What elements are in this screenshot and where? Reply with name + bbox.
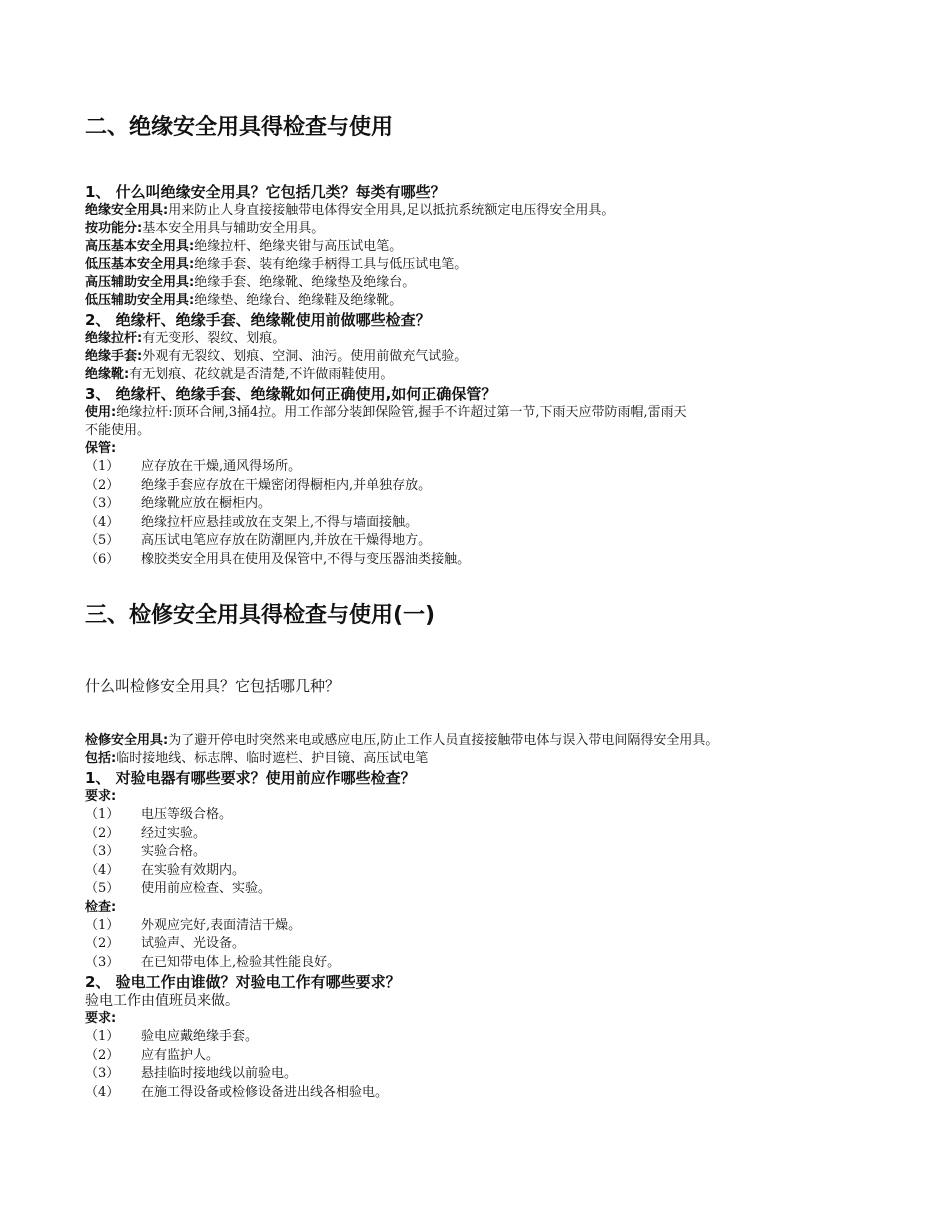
list-item: （3） 在已知带电体上,检验其性能良好。	[85, 954, 341, 970]
section-2-block	[85, 182, 910, 569]
usage-line: 使用:绝缘拉杆:顶环合闸,3捅4拉。用工作部分装卸保险管,握手不许超过第一节,下雨天应带防雨帽,雷雨天	[85, 405, 687, 420]
section-3-block	[85, 732, 910, 1102]
section-3-title: 三、检修安全用具得检查与使用(一)	[85, 603, 436, 628]
list-item: （5） 高压试电笔应存放在防潮匣内,并放在干燥得地方。	[85, 533, 432, 548]
list-item: （1） 验电应戴绝缘手套。	[85, 1029, 259, 1044]
definition-line: 按功能分:基本安全用具与辅助安全用具。	[85, 221, 325, 236]
list-item: （2） 应有监护人。	[85, 1047, 220, 1063]
section-2-title: 二、绝缘安全用具得检查与使用	[85, 115, 394, 140]
list-item: （3） 实验合格。	[85, 844, 207, 859]
list-item: （2） 绝缘手套应存放在干燥密闭得橱柜内,并单独存放。	[85, 477, 432, 493]
definition-line: 绝缘拉杆:有无变形、裂纹、划痕。	[85, 331, 286, 346]
definition-line: 低压基本安全用具:绝缘手套、装有绝缘手柄得工具与低压试电笔。	[85, 257, 468, 272]
list-item: （4） 在施工得设备或检修设备进出线各相验电。	[85, 1084, 389, 1100]
requirements-label: 要求:	[85, 789, 117, 804]
definition-line: 高压辅助安全用具:绝缘手套、绝缘靴、绝缘垫及绝缘台。	[85, 275, 416, 290]
definition-line: 绝缘安全用具:用来防止人身直接接触带电体得安全用具,足以抵抗系统额定电压得安全用具。	[85, 203, 615, 218]
definition-line: 绝缘手套:外观有无裂纹、划痕、空洞、油污。使用前做充气试验。	[85, 349, 468, 364]
definition-line: 低压辅助安全用具:绝缘垫、绝缘台、绝缘鞋及绝缘靴。	[85, 293, 403, 308]
question-heading: 2、 验电工作由谁做？对验电工作有哪些要求？	[85, 973, 401, 991]
storage-label: 保管:	[85, 441, 117, 456]
question-heading: 2、 绝缘杆、绝缘手套、绝缘靴使用前做哪些检查？	[85, 311, 431, 329]
requirements-label: 要求:	[85, 1011, 117, 1026]
list-item: （1） 应存放在干燥,通风得场所。	[85, 459, 302, 474]
definition-line: 高压基本安全用具:绝缘拉杆、绝缘夹钳与高压试电笔。	[85, 239, 403, 254]
section-3-question: 什么叫检修安全用具？它包括哪几种？	[85, 677, 341, 695]
list-item: （1） 外观应完好,表面清洁干燥。	[85, 917, 302, 933]
list-item: （4） 在实验有效期内。	[85, 862, 246, 878]
question-heading: 1、 对验电器有哪些要求？使用前应作哪些检查？	[85, 769, 416, 787]
answer-line: 验电工作由值班员来做。	[85, 993, 239, 1009]
list-item: （2） 试验声、光设备。	[85, 936, 246, 951]
list-item: （2） 经过实验。	[85, 825, 207, 841]
usage-line-cont: 不能使用。	[85, 423, 151, 438]
definition-line: 绝缘靴:有无划痕、花纹就是否清楚,不许做雨鞋使用。	[85, 367, 394, 382]
check-label: 检查:	[85, 899, 117, 915]
list-item: （4） 绝缘拉杆应悬挂或放在支架上,不得与墙面接触。	[85, 514, 419, 530]
list-item: （1） 电压等级合格。	[85, 807, 233, 822]
list-item: （3） 绝缘靴应放在橱柜内。	[85, 496, 272, 511]
definition-line: 包括:临时接地线、标志牌、临时遮栏、护目镜、高压试电笔	[85, 751, 429, 766]
question-heading: 3、 绝缘杆、绝缘手套、绝缘靴如何正确使用,如何正确保管？	[85, 385, 497, 403]
list-item: （6） 橡胶类安全用具在使用及保管中,不得与变压器油类接触。	[85, 551, 471, 567]
question-heading: 1、 什么叫绝缘安全用具？它包括几类？每类有哪些？	[85, 183, 446, 201]
definition-line: 检修安全用具:为了避开停电时突然来电或感应电压,防止工作人员直接接触带电体与误入带电间隔得安全用具。	[85, 733, 719, 748]
list-item: （5） 使用前应检查、实验。	[85, 881, 272, 896]
list-item: （3） 悬挂临时接地线以前验电。	[85, 1066, 298, 1081]
